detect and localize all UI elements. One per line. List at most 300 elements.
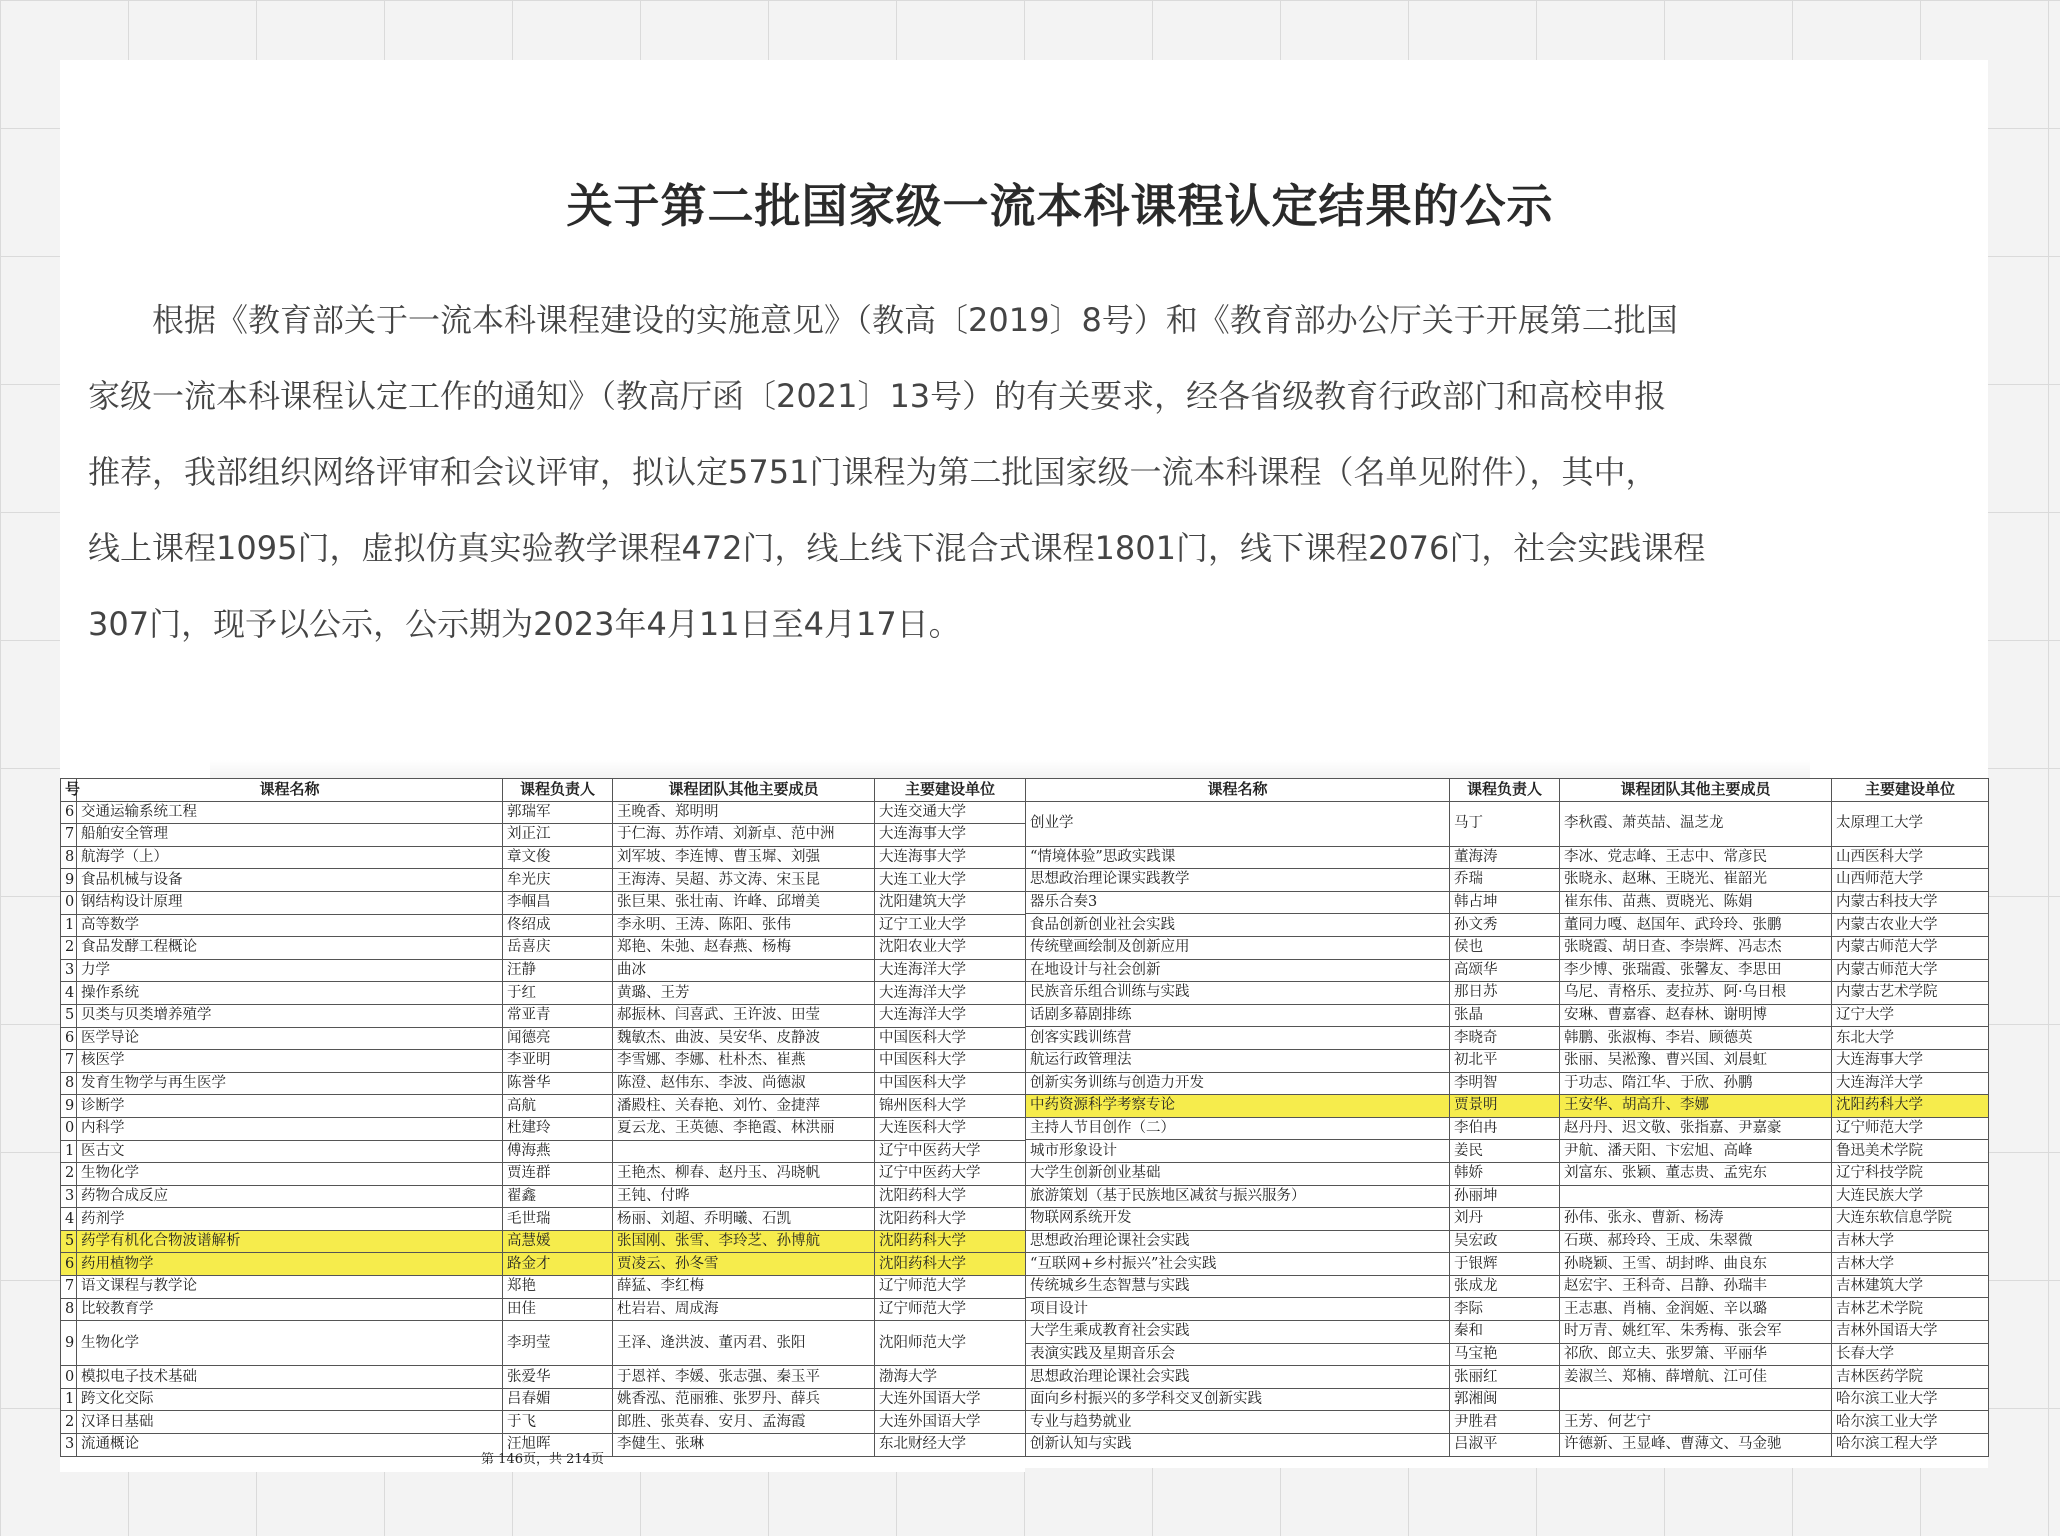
- cell-lead: 牟光庆: [503, 869, 613, 892]
- table-row: [61, 1411, 1026, 1434]
- cell-team: 赵丹丹、迟文敬、张指嘉、尹嘉豪: [1560, 1117, 1832, 1140]
- cell-team: 杜岩岩、周成海: [613, 1298, 875, 1321]
- paragraph-line: 线上课程1095门，虚拟仿真实验教学课程472门，线上线下混合式课程1801门，线下课程2076门，社会实践课程: [88, 529, 1706, 567]
- cell-unit: 沈阳师范大学: [875, 1321, 1026, 1366]
- cell-no: 9: [61, 869, 77, 892]
- cell-name: 比较教育学: [77, 1298, 503, 1321]
- table-row: [1026, 1140, 1989, 1163]
- cell-lead: 张成龙: [1450, 1275, 1560, 1298]
- cell-unit: 吉林大学: [1832, 1253, 1989, 1276]
- cell-unit: 辽宁师范大学: [875, 1276, 1026, 1299]
- table-row: [61, 824, 1026, 847]
- cell-name: 操作系统: [77, 982, 503, 1005]
- cell-name: 力学: [77, 959, 503, 982]
- cell-lead: 李晓奇: [1450, 1027, 1560, 1050]
- cell-no: 8: [61, 846, 77, 869]
- table-row: [1026, 1162, 1989, 1185]
- cell-unit: 吉林大学: [1832, 1230, 1989, 1253]
- cell-team: 祁欣、郎立夫、张罗箫、平丽华: [1560, 1343, 1832, 1366]
- cell-name: 发育生物学与再生医学: [77, 1072, 503, 1095]
- cell-lead: 陈誉华: [503, 1072, 613, 1095]
- cell-team: 曲冰: [613, 959, 875, 982]
- cell-lead: 汪静: [503, 959, 613, 982]
- header-cell: 号: [61, 779, 77, 802]
- cell-name: 流通概论: [77, 1434, 503, 1457]
- cell-no: 3: [61, 1434, 77, 1457]
- cell-unit: 太原理工大学: [1832, 801, 1989, 846]
- cell-team: 张国刚、张雪、李玲芝、孙博航: [613, 1230, 875, 1253]
- cell-no: 2: [61, 1163, 77, 1186]
- cell-team: 崔东伟、苗燕、贾晓光、陈娟: [1560, 891, 1832, 914]
- cell-unit: 中国医科大学: [875, 1050, 1026, 1073]
- cell-no: 0: [61, 1117, 77, 1140]
- cell-no: 1: [61, 1140, 77, 1163]
- table-row: [1026, 1343, 1989, 1366]
- cell-name: 生物化学: [77, 1321, 503, 1366]
- table-row: [1026, 1072, 1989, 1095]
- cell-no: 1: [61, 1388, 77, 1411]
- cell-unit: 吉林医药学院: [1832, 1366, 1989, 1389]
- cell-lead: 毛世瑞: [503, 1208, 613, 1231]
- table-row: [1026, 936, 1989, 959]
- cell-team: 王晚香、郑明明: [613, 801, 875, 824]
- table-row: [1026, 1298, 1989, 1321]
- table-row: [61, 846, 1026, 869]
- cell-name: 医学导论: [77, 1027, 503, 1050]
- cell-lead: 张爱华: [503, 1366, 613, 1389]
- cell-unit: 内蒙古师范大学: [1832, 959, 1989, 982]
- cell-lead: 马宝艳: [1450, 1343, 1560, 1366]
- cell-name: 创客实践训练营: [1026, 1027, 1450, 1050]
- header-cell: 课程名称: [1026, 779, 1450, 802]
- cell-name: 药学有机化合物波谱解析: [77, 1230, 503, 1253]
- table-row: [1026, 846, 1989, 869]
- table-row: [1026, 1117, 1989, 1140]
- notice-document: [60, 60, 1988, 780]
- table-row: [1026, 982, 1989, 1005]
- cell-lead: 孙丽坤: [1450, 1185, 1560, 1208]
- table-row: [1026, 1411, 1989, 1434]
- cell-team: [613, 1140, 875, 1163]
- cell-team: 时万青、姚红军、朱秀梅、张会军: [1560, 1321, 1832, 1344]
- table-row: [1026, 1095, 1989, 1118]
- cell-lead: 郭瑞军: [503, 801, 613, 824]
- cell-unit: 辽宁中医药大学: [875, 1140, 1026, 1163]
- cell-team: 郝振林、闫喜武、王许波、田莹: [613, 1004, 875, 1027]
- table-row: [61, 801, 1026, 824]
- table-row: [61, 1388, 1026, 1411]
- table-row: [61, 1185, 1026, 1208]
- cell-name: 话剧多幕剧排练: [1026, 1004, 1450, 1027]
- cell-unit: 鲁迅美术学院: [1832, 1140, 1989, 1163]
- table-row: [61, 959, 1026, 982]
- cell-team: 夏云龙、王英德、李艳霞、林洪丽: [613, 1117, 875, 1140]
- cell-name: 钢结构设计原理: [77, 891, 503, 914]
- cell-unit: 大连海洋大学: [875, 982, 1026, 1005]
- cell-team: 王志惠、肖楠、金润姬、辛以璐: [1560, 1298, 1832, 1321]
- cell-unit: 东北财经大学: [875, 1434, 1026, 1457]
- cell-name: “互联网+乡村振兴”社会实践: [1026, 1253, 1450, 1276]
- table-row: [61, 1072, 1026, 1095]
- cell-unit: 锦州医科大学: [875, 1095, 1026, 1118]
- cell-unit: 大连海洋大学: [875, 959, 1026, 982]
- cell-unit: 哈尔滨工程大学: [1832, 1434, 1989, 1457]
- paragraph-line: 根据《教育部关于一流本科课程建设的实施意见》（教高〔2019〕8号）和《教育部办公厅关于开展第二批国: [152, 301, 1678, 339]
- cell-team: 姜淑兰、郑楠、薛增航、江可佳: [1560, 1366, 1832, 1389]
- cell-lead: 刘丹: [1450, 1208, 1560, 1231]
- cell-name: 核医学: [77, 1050, 503, 1073]
- cell-team: 董同力嘎、赵国年、武玲玲、张鹏: [1560, 914, 1832, 937]
- cell-lead: 吴宏政: [1450, 1230, 1560, 1253]
- cell-unit: 大连外国语大学: [875, 1411, 1026, 1434]
- cell-team: 王艳杰、柳春、赵丹玉、冯晓帆: [613, 1163, 875, 1186]
- cell-lead: 贾景明: [1450, 1095, 1560, 1118]
- cell-no: 9: [61, 1321, 77, 1366]
- cell-lead: 孙文秀: [1450, 914, 1560, 937]
- cell-unit: 大连海洋大学: [1832, 1072, 1989, 1095]
- cell-unit: 中国医科大学: [875, 1027, 1026, 1050]
- cell-lead: 吕淑平: [1450, 1434, 1560, 1457]
- table-row: [1026, 959, 1989, 982]
- paragraph-line: 家级一流本科课程认定工作的通知》（教高厅函〔2021〕13号）的有关要求，经各省级教育行政部门和高校申报: [88, 377, 1667, 415]
- cell-lead: 韩占坤: [1450, 891, 1560, 914]
- cell-no: 4: [61, 982, 77, 1005]
- cell-team: 李雪娜、李娜、杜朴杰、崔燕: [613, 1050, 875, 1073]
- cell-team: 陈澄、赵伟东、李波、尚德淑: [613, 1072, 875, 1095]
- table-row: [1026, 1004, 1989, 1027]
- cell-no: 7: [61, 1050, 77, 1073]
- cell-name: 交通运输系统工程: [77, 801, 503, 824]
- cell-unit: 辽宁大学: [1832, 1004, 1989, 1027]
- cell-lead: 佟绍成: [503, 914, 613, 937]
- cell-no: 0: [61, 891, 77, 914]
- cell-lead: 田佳: [503, 1298, 613, 1321]
- cell-no: 2: [61, 1411, 77, 1434]
- table-row: [61, 1253, 1026, 1276]
- cell-name: 大学生创新创业基础: [1026, 1162, 1450, 1185]
- cell-lead: 姜民: [1450, 1140, 1560, 1163]
- cell-unit: 山西医科大学: [1832, 846, 1989, 869]
- cell-unit: 内蒙古农业大学: [1832, 914, 1989, 937]
- cell-no: 7: [61, 824, 77, 847]
- header-cell: 课程团队其他主要成员: [613, 779, 875, 802]
- header-cell: 课程团队其他主要成员: [1560, 779, 1832, 802]
- cell-unit: 大连民族大学: [1832, 1185, 1989, 1208]
- cell-team: 杨丽、刘超、乔明曦、石凯: [613, 1208, 875, 1231]
- cell-name: 创新认知与实践: [1026, 1434, 1450, 1457]
- paragraph-line: 推荐，我部组织网络评审和会议评审，拟认定5751门课程为第二批国家级一流本科课程（名单见附件），其中，: [88, 453, 1658, 491]
- cell-team: [1560, 1185, 1832, 1208]
- cell-lead: 郑艳: [503, 1276, 613, 1299]
- cell-lead: 于红: [503, 982, 613, 1005]
- cell-team: 刘富东、张颖、董志贵、孟宪东: [1560, 1162, 1832, 1185]
- cell-name: 城市形象设计: [1026, 1140, 1450, 1163]
- cell-unit: 辽宁工业大学: [875, 914, 1026, 937]
- cell-name: 航海学（上）: [77, 846, 503, 869]
- cell-team: 张晓霞、胡日查、李崇辉、冯志杰: [1560, 936, 1832, 959]
- cell-team: 姚香泓、范丽雅、张罗丹、薛兵: [613, 1388, 875, 1411]
- cell-no: 1: [61, 914, 77, 937]
- cell-unit: 长春大学: [1832, 1343, 1989, 1366]
- cell-name: “情境体验”思政实践课: [1026, 846, 1450, 869]
- cell-no: 3: [61, 959, 77, 982]
- cell-team: [1560, 1388, 1832, 1411]
- table-row: [1026, 1434, 1989, 1457]
- cell-lead: 路金才: [503, 1253, 613, 1276]
- cell-lead: 高颂华: [1450, 959, 1560, 982]
- cell-lead: 高航: [503, 1095, 613, 1118]
- cell-unit: 渤海大学: [875, 1366, 1026, 1389]
- cell-unit: 大连海事大学: [1832, 1049, 1989, 1072]
- cell-team: 赵宏宇、王科奇、吕静、孙瑞丰: [1560, 1275, 1832, 1298]
- cell-name: 医古文: [77, 1140, 503, 1163]
- cell-team: 石瑛、郝玲玲、王成、朱翠微: [1560, 1230, 1832, 1253]
- table-row: [1026, 1027, 1989, 1050]
- table-row: [1026, 1049, 1989, 1072]
- cell-team: 刘军坡、李连博、曹玉墀、刘强: [613, 846, 875, 869]
- table-row: [1026, 891, 1989, 914]
- cell-name: 汉译日基础: [77, 1411, 503, 1434]
- cell-team: 张巨果、张壮南、许峰、邱增美: [613, 891, 875, 914]
- table-row: [1026, 1388, 1989, 1411]
- cell-team: 韩鹏、张淑梅、李岩、顾德英: [1560, 1027, 1832, 1050]
- cell-unit: 大连海洋大学: [875, 1004, 1026, 1027]
- cell-team: 郑艳、朱弛、赵春燕、杨梅: [613, 937, 875, 960]
- cell-team: 孙晓颖、王雪、胡封晔、曲良东: [1560, 1253, 1832, 1276]
- cell-lead: 张丽红: [1450, 1366, 1560, 1389]
- table-row: [61, 1366, 1026, 1389]
- cell-unit: 内蒙古师范大学: [1832, 936, 1989, 959]
- cell-lead: 尹胜君: [1450, 1411, 1560, 1434]
- right-course-table: [1025, 778, 1988, 1468]
- cell-name: 传统城乡生态智慧与实践: [1026, 1275, 1450, 1298]
- table-row: [1026, 1185, 1989, 1208]
- cell-lead: 汪旭晖: [503, 1434, 613, 1457]
- cell-unit: 沈阳药科大学: [875, 1230, 1026, 1253]
- cell-name: 物联网系统开发: [1026, 1208, 1450, 1231]
- left-course-table: [60, 778, 1025, 1472]
- cell-lead: 李玥莹: [503, 1321, 613, 1366]
- cell-no: 6: [61, 1027, 77, 1050]
- cell-name: 高等数学: [77, 914, 503, 937]
- cell-lead: 于银辉: [1450, 1253, 1560, 1276]
- cell-name: 器乐合奏3: [1026, 891, 1450, 914]
- cell-lead: 李帼昌: [503, 891, 613, 914]
- cell-team: 许德新、王显峰、曹薄文、马金驰: [1560, 1434, 1832, 1457]
- cell-name: 航运行政管理法: [1026, 1049, 1450, 1072]
- cell-unit: 沈阳药科大学: [1832, 1095, 1989, 1118]
- cell-lead: 韩娇: [1450, 1162, 1560, 1185]
- table-row: [1026, 1366, 1989, 1389]
- cell-team: 孙伟、张永、曹新、杨涛: [1560, 1208, 1832, 1231]
- cell-team: 李秋霞、萧英喆、温芝龙: [1560, 801, 1832, 846]
- cell-lead: 吕春媚: [503, 1388, 613, 1411]
- cell-no: 6: [61, 801, 77, 824]
- cell-name: 生物化学: [77, 1163, 503, 1186]
- cell-name: 药物合成反应: [77, 1185, 503, 1208]
- cell-name: 食品机械与设备: [77, 869, 503, 892]
- table-row: [61, 982, 1026, 1005]
- cell-unit: 大连海事大学: [875, 846, 1026, 869]
- cell-name: 船舶安全管理: [77, 824, 503, 847]
- cell-no: 2: [61, 937, 77, 960]
- cell-name: 药剂学: [77, 1208, 503, 1231]
- notice-paragraph: [88, 282, 2008, 662]
- cell-unit: 内蒙古科技大学: [1832, 891, 1989, 914]
- cell-no: 5: [61, 1004, 77, 1027]
- header-cell: 主要建设单位: [1832, 779, 1989, 802]
- cell-no: 0: [61, 1366, 77, 1389]
- cell-unit: 山西师范大学: [1832, 869, 1989, 892]
- cell-unit: 大连海事大学: [875, 824, 1026, 847]
- table-row: [1026, 801, 1989, 846]
- cell-unit: 吉林建筑大学: [1832, 1275, 1989, 1298]
- cell-name: 面向乡村振兴的多学科交叉创新实践: [1026, 1388, 1450, 1411]
- cell-name: 民族音乐组合训练与实践: [1026, 982, 1450, 1005]
- cell-lead: 侯也: [1450, 936, 1560, 959]
- cell-unit: 大连医科大学: [875, 1117, 1026, 1140]
- cell-lead: 董海涛: [1450, 846, 1560, 869]
- cell-team: 李健生、张琳: [613, 1434, 875, 1457]
- cell-unit: 沈阳药科大学: [875, 1253, 1026, 1276]
- cell-unit: 大连工业大学: [875, 869, 1026, 892]
- cell-name: 在地设计与社会创新: [1026, 959, 1450, 982]
- table-row: [61, 1276, 1026, 1299]
- cell-no: 5: [61, 1230, 77, 1253]
- cell-team: 王泽、逄洪波、董丙君、张阳: [613, 1321, 875, 1366]
- cell-team: 王海涛、吴超、苏文涛、宋玉昆: [613, 869, 875, 892]
- cell-team: 李冰、党志峰、王志中、常彦民: [1560, 846, 1832, 869]
- cell-team: 安琳、曹嘉睿、赵春林、谢明博: [1560, 1004, 1832, 1027]
- cell-lead: 张晶: [1450, 1004, 1560, 1027]
- header-cell: 课程名称: [77, 779, 503, 802]
- cell-lead: 傅海燕: [503, 1140, 613, 1163]
- table-row: [61, 1321, 1026, 1366]
- cell-name: 贝类与贝类增养殖学: [77, 1004, 503, 1027]
- cell-name: 思想政治理论课社会实践: [1026, 1230, 1450, 1253]
- cell-team: 张晓永、赵琳、王晓光、崔韶光: [1560, 869, 1832, 892]
- cell-lead: 秦和: [1450, 1321, 1560, 1344]
- cell-name: 语文课程与教学论: [77, 1276, 503, 1299]
- cell-lead: 贾连群: [503, 1163, 613, 1186]
- table-row: [61, 1027, 1026, 1050]
- cell-unit: 吉林外国语大学: [1832, 1321, 1989, 1344]
- table-row: [61, 869, 1026, 892]
- table-row: [61, 1140, 1026, 1163]
- cell-no: 8: [61, 1298, 77, 1321]
- cell-name: 主持人节目创作（二）: [1026, 1117, 1450, 1140]
- cell-name: 模拟电子技术基础: [77, 1366, 503, 1389]
- cell-unit: 辽宁科技学院: [1832, 1162, 1989, 1185]
- cell-no: 4: [61, 1208, 77, 1231]
- cell-team: 贾凌云、孙冬雪: [613, 1253, 875, 1276]
- cell-lead: 翟鑫: [503, 1185, 613, 1208]
- cell-lead: 常亚青: [503, 1004, 613, 1027]
- cell-team: 薛猛、李红梅: [613, 1276, 875, 1299]
- cell-lead: 马丁: [1450, 801, 1560, 846]
- cell-unit: 大连东软信息学院: [1832, 1208, 1989, 1231]
- cell-name: 创业学: [1026, 801, 1450, 846]
- cell-name: 食品发酵工程概论: [77, 937, 503, 960]
- cell-team: 乌尼、青格乐、麦拉苏、阿·乌日根: [1560, 982, 1832, 1005]
- cell-lead: 李伯冉: [1450, 1117, 1560, 1140]
- cell-team: 李少博、张瑞霞、张馨友、李思田: [1560, 959, 1832, 982]
- table-row: [61, 914, 1026, 937]
- cell-team: 魏敏杰、曲波、吴安华、皮静波: [613, 1027, 875, 1050]
- cell-team: 郎胜、张英春、安月、孟海霞: [613, 1411, 875, 1434]
- cell-team: 于功志、隋江华、于欣、孙鹏: [1560, 1072, 1832, 1095]
- cell-name: 旅游策划（基于民族地区减贫与振兴服务）: [1026, 1185, 1450, 1208]
- cell-lead: 岳喜庆: [503, 937, 613, 960]
- header-cell: 课程负责人: [503, 779, 613, 802]
- cell-unit: 中国医科大学: [875, 1072, 1026, 1095]
- cell-team: 王钝、付晔: [613, 1185, 875, 1208]
- cell-team: 王安华、胡高升、李娜: [1560, 1095, 1832, 1118]
- cell-unit: 大连外国语大学: [875, 1388, 1026, 1411]
- table-row: [1026, 1230, 1989, 1253]
- table-row: [1026, 914, 1989, 937]
- cell-lead: 高慧媛: [503, 1230, 613, 1253]
- table-row: [61, 1095, 1026, 1118]
- cell-lead: 杜建玲: [503, 1117, 613, 1140]
- cell-unit: 辽宁中医药大学: [875, 1163, 1026, 1186]
- cell-team: 黄璐、王芳: [613, 982, 875, 1005]
- cell-no: 8: [61, 1072, 77, 1095]
- cell-unit: 沈阳农业大学: [875, 937, 1026, 960]
- cell-lead: 初北平: [1450, 1049, 1560, 1072]
- cell-name: 药用植物学: [77, 1253, 503, 1276]
- cell-team: 于恩祥、李媛、张志强、秦玉平: [613, 1366, 875, 1389]
- paragraph-line: 307门，现予以公示，公示期为2023年4月11日至4月17日。: [88, 605, 961, 643]
- table-row: [1026, 1275, 1989, 1298]
- table-header-row: [1026, 779, 1989, 802]
- cell-name: 跨文化交际: [77, 1388, 503, 1411]
- table-header-row: [61, 779, 1026, 802]
- cell-no: 6: [61, 1253, 77, 1276]
- cell-lead: 郭湘闽: [1450, 1388, 1560, 1411]
- cell-name: 食品创新创业社会实践: [1026, 914, 1450, 937]
- cell-unit: 哈尔滨工业大学: [1832, 1411, 1989, 1434]
- cell-name: 传统壁画绘制及创新应用: [1026, 936, 1450, 959]
- cell-team: 尹航、潘天阳、卞宏旭、高峰: [1560, 1140, 1832, 1163]
- cell-team: 张丽、吴淞豫、曹兴国、刘晨虹: [1560, 1049, 1832, 1072]
- cell-no: 7: [61, 1276, 77, 1299]
- cell-no: 9: [61, 1095, 77, 1118]
- cell-lead: 闻德亮: [503, 1027, 613, 1050]
- header-cell: 主要建设单位: [875, 779, 1026, 802]
- header-cell: 课程负责人: [1450, 779, 1560, 802]
- cell-unit: 吉林艺术学院: [1832, 1298, 1989, 1321]
- table-row: [61, 937, 1026, 960]
- table-row: [61, 1298, 1026, 1321]
- cell-team: 于仁海、苏作靖、刘新卓、范中洲: [613, 824, 875, 847]
- cell-no: 3: [61, 1185, 77, 1208]
- cell-name: 创新实务训练与创造力开发: [1026, 1072, 1450, 1095]
- cell-unit: 辽宁师范大学: [1832, 1117, 1989, 1140]
- cell-name: 思想政治理论课社会实践: [1026, 1366, 1450, 1389]
- cell-team: 李永明、王涛、陈阳、张伟: [613, 914, 875, 937]
- table-row: [61, 1004, 1026, 1027]
- table-row: [1026, 1321, 1989, 1344]
- cell-lead: 那日苏: [1450, 982, 1560, 1005]
- table-row: [61, 1050, 1026, 1073]
- table-row: [61, 1117, 1026, 1140]
- cell-unit: 沈阳药科大学: [875, 1208, 1026, 1231]
- cell-lead: 刘正江: [503, 824, 613, 847]
- cell-team: 潘殿柱、关春艳、刘竹、金捷萍: [613, 1095, 875, 1118]
- table-row: [61, 1230, 1026, 1253]
- cell-name: 表演实践及星期音乐会: [1026, 1343, 1450, 1366]
